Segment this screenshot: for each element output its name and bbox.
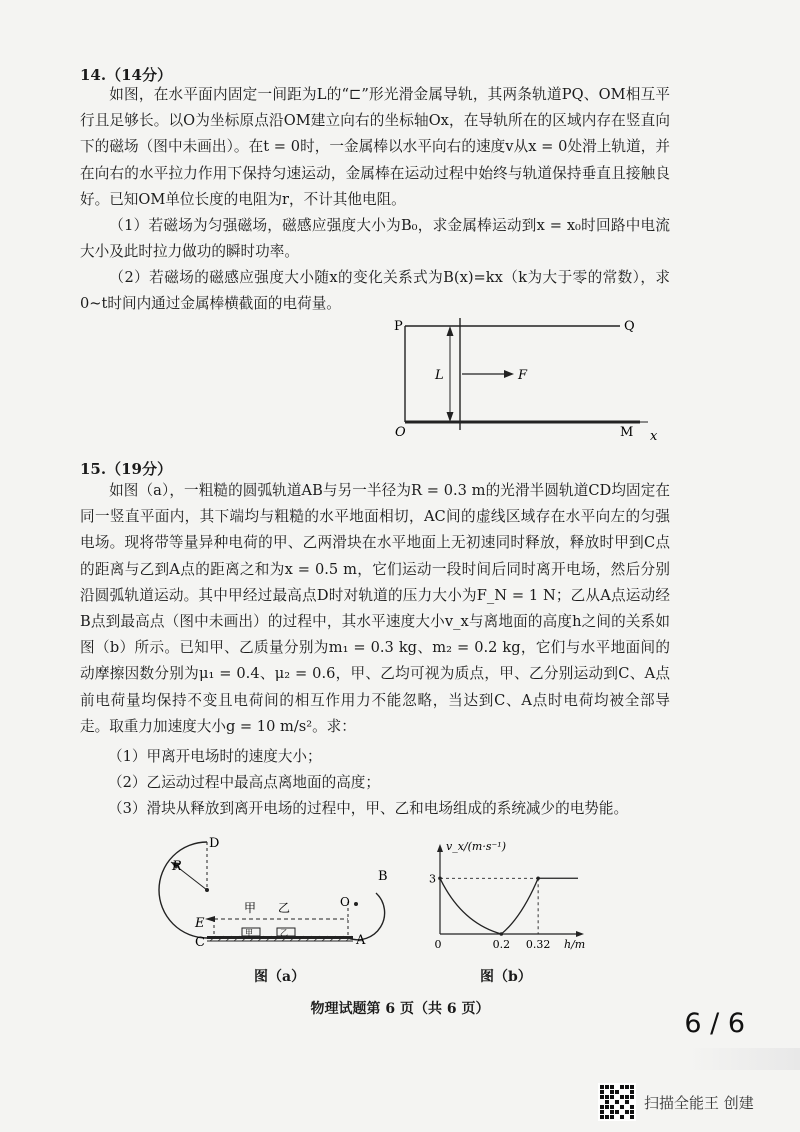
q15-part2: （2）乙运动过程中最高点离地面的高度； [108,774,380,791]
origin-label: 0 [434,938,442,951]
scanner-text: 扫描全能王 创建 [644,1093,754,1112]
label-E: E [195,916,205,931]
page-footer: 物理试题第 6 页（共 6 页） [310,1001,490,1017]
vx-curve [440,878,538,934]
point-032 [536,876,540,880]
label-A: A [356,933,366,948]
x-axis-arrow [576,931,584,937]
label-P: P [394,319,403,334]
point-min [500,932,504,936]
q14-part2: （2）若磁场的磁感应强度大小随x的变化关系式为B(x)=kx（k为大于零的常数），求0~t时间内通过金属棒横截面的电荷量。 [80,269,670,313]
scanner-watermark [598,1083,754,1121]
label-L: L [435,368,444,383]
y-axis-label: v_x/(m·s⁻¹) [446,840,506,853]
q14-header: 14.（14分） [80,66,172,84]
block-yi-label: 乙 [280,928,288,938]
label-R: R [172,859,182,874]
q15-part3: （3）滑块从释放到离开电场的过程中，甲、乙和电场组成的系统减少的电势能。 [108,800,629,817]
q14-part1: （1）若磁场为匀强磁场，磁感应强度大小为B₀，求金属棒运动到x = x₀时回路中电流大小及此时拉力做功的瞬时功率。 [80,217,670,261]
label-Q: Q [624,319,635,334]
label-F: F [518,368,528,383]
label-yi: 乙 [278,901,291,915]
page-scroll-strip [688,1048,800,1070]
y-tick-3: 3 [429,872,436,886]
q15-part1: （1）甲离开电场时的速度大小； [108,748,322,765]
label-M: M [620,425,634,440]
x-axis-label: h/m [564,938,586,951]
q15-stem: 如图（a），一粗糙的圆弧轨道AB与另一半径为R = 0.3 m的光滑半圆轨道CD均固定在同一竖直平面内，其下端均与粗糙的水平地面相切，AC间的虚线区域存在水平向左的匀强电场。现将带等量异种电荷的甲、乙两滑块在水平地面上无初速同时释放，释放时甲到C点的距离与乙到A点的距离之和为x = 0.5 m，它们运动一段时间后同时离开电场，然后分别沿圆弧轨道运动。其中甲经过最高点D时对轨道的压力大小为F_N = 1 N；乙从A点运动经B点到最高点（图中未画出）的过程中，其水平速度大小v_x与离地面的高度h之间的关系如图（b）所示。已知甲、乙质量分别为m₁ = 0.3 kg、m₂ = 0.2 kg，它们与水平地面间的动摩擦因数分别为μ₁ = 0.4、μ₂ = 0.6，甲、乙均可视为质点，甲、乙分别运动到C、A点前电荷量均保持不变且电荷间的相互作用力不能忽略，当达到C、A点时电荷均被全部导走。取重力加速度大小g = 10 m/s²。求： [80,482,670,735]
caption-b: 图（b） [480,969,532,985]
label-x: x [650,429,658,444]
x-tick-02: 0.2 [492,938,511,951]
label-D: D [209,836,220,851]
label-C: C [195,935,205,950]
y-axis-arrow [437,844,443,852]
block-jia-label: 甲 [245,928,253,938]
label-O: O [395,425,406,440]
x-tick-032: 0.32 [525,938,551,951]
q14-figure-rail [380,312,680,447]
label-jia: 甲 [244,901,257,915]
q14-stem: 如图，在水平面内固定一间距为L的“⊏”形光滑金属导轨，其两条轨道PQ、OM相互平行且足够长。以O为坐标原点沿OM建立向右的坐标轴Ox，在导轨所在的区域内存在竖直向下的磁场（图中未画出）。在t = 0时，一金属棒以水平向右的速度v从x = 0处滑上轨道，并在向右的水平拉力作用下保持匀速运动，金属棒在运动过程中始终与轨道保持垂直且接触良好。已知OM单位长度的电阻为r，不计其他电阻。 [80,86,670,208]
q15-figure-a [150,832,410,957]
label-B: B [378,869,388,884]
q15-figure-b-chart [418,838,598,953]
qr-code-icon [598,1083,636,1121]
q15-header: 15.（19分） [80,460,172,478]
label-O2: O [340,895,350,909]
caption-a: 图（a） [254,969,306,985]
page-indicator: 6 / 6 [684,1008,745,1039]
point-start [438,876,442,880]
